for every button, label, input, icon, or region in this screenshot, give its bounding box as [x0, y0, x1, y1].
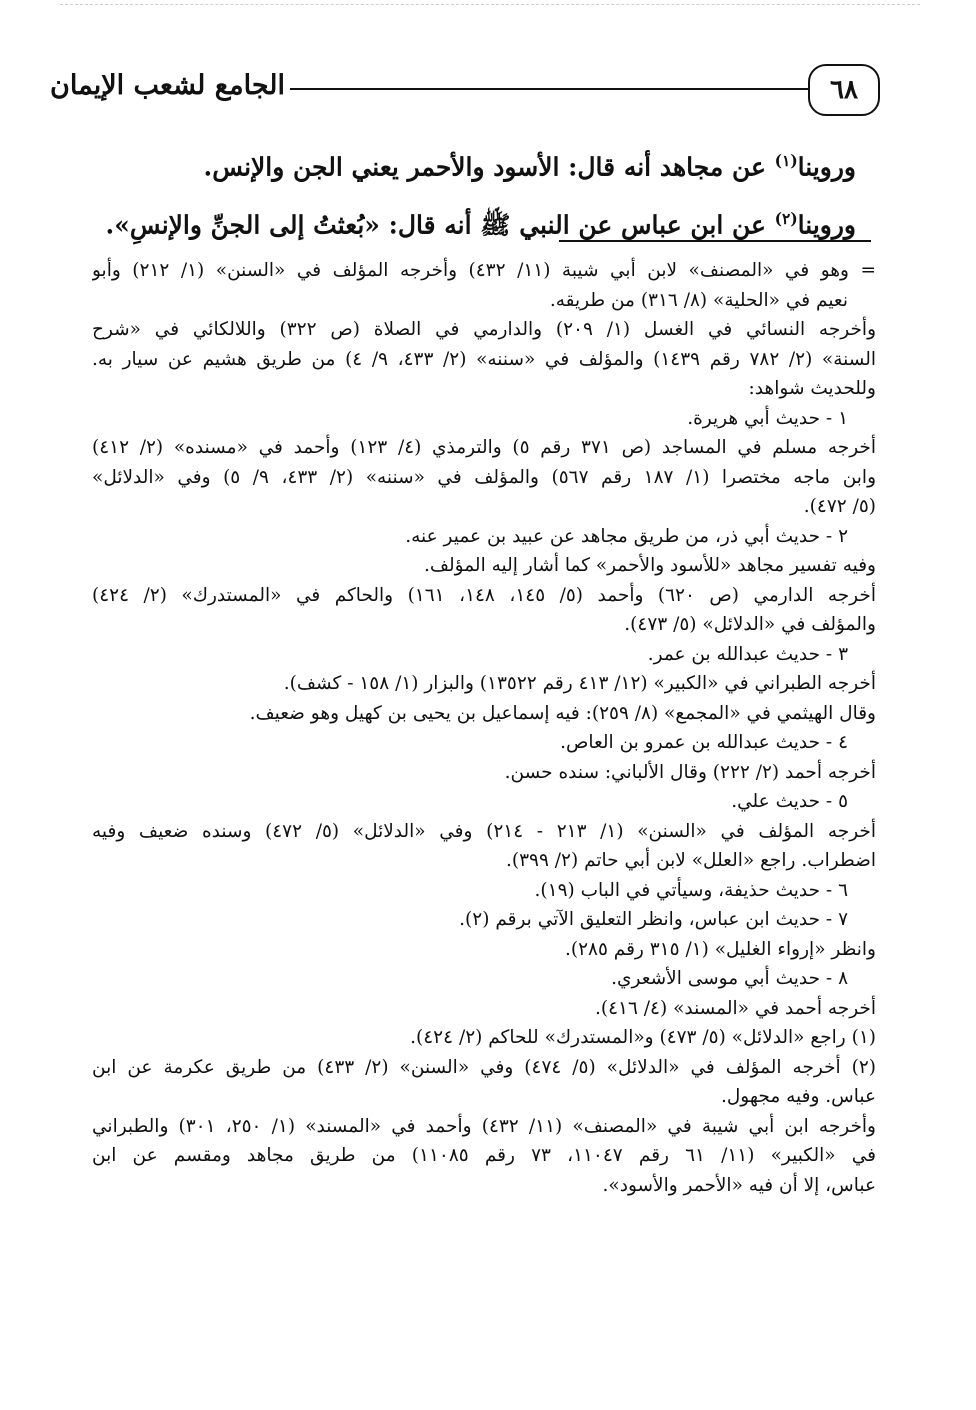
note-line: = وهو في «المصنف» لابن أبي شيبة (١١/ ٤٣٢) وأخرجه المؤلف في «السنن» (١/ ٢١٢) وأبو [92, 260, 876, 281]
note-line: وأخرجه النسائي في الغسل (١/ ٢٠٩) والدارمي في الصلاة (ص ٣٢٢) واللالكائي في «شرح [92, 319, 876, 340]
main-line-1-lead: وروينا [797, 152, 856, 182]
note-line: وأخرجه ابن أبي شيبة في «المصنف» (١١/ ٤٣٢) وأحمد في «المسند» (١/ ٢٥٠، ٣٠١) والطبراني [92, 1115, 876, 1137]
note-line: أخرجه الدارمي (ص ٦٢٠) وأحمد (٥/ ١٤٥، ١٤٨، ١٦١) والحاكم في «المستدرك» (٢/ ٤٢٤) [92, 584, 876, 606]
header-rule [290, 88, 810, 90]
footnote-2: (٢) أخرجه المؤلف في «الدلائل» (٥/ ٤٧٤) وفي «السنن» (٢/ ٤٣٣) من طريق عكرمة عن ابن [92, 1056, 876, 1078]
footnote-1: (١) راجع «الدلائل» (٥/ ٤٧٣) و«المستدرك» للحاكم (٢/ ٤٢٤). [410, 1027, 876, 1048]
page-header [50, 64, 880, 116]
note-line: ٤ - حديث عبدالله بن عمرو بن العاص. [560, 732, 848, 753]
note-line: والمؤلف في «الدلائل» (٥/ ٤٧٣). [624, 614, 876, 635]
main-line-2-text: عن ابن عباس عن النبي ﷺ أنه قال: «بُعثتُ إلى الجنِّ والإنسِ». [105, 210, 775, 240]
footnotes [92, 256, 876, 1200]
note-line: عباس، إلا أن فيه «الأحمر والأسود». [602, 1174, 876, 1196]
main-line-2-lead: وروينا [797, 210, 856, 240]
note-line: ٨ - حديث أبي موسى الأشعري. [611, 968, 848, 989]
note-line: أخرجه مسلم في المساجد (ص ٣٧١ رقم ٥) والترمذي (٤/ ١٢٣) وأحمد في «مسنده» (٢/ ٤١٢) [92, 437, 876, 458]
main-text [105, 135, 856, 252]
running-title: الجامع لشعب الإيمان [50, 70, 285, 101]
note-line: السنة» (٢/ ٧٨٢ رقم ١٤٣٩) والمؤلف في «سننه» (٢/ ٤٣٣، ٩/ ٤) من طريق هشيم عن سيار به. [92, 348, 876, 370]
main-line-2 [105, 193, 856, 251]
note-line: ٧ - حديث ابن عباس، وانظر التعليق الآتي برقم (٢). [459, 909, 848, 930]
note-line: وللحديث شواهد: [748, 378, 876, 399]
note-line: أخرجه أحمد (٢/ ٢٢٢) وقال الألباني: سنده حسن. [504, 761, 876, 783]
note-line: أخرجه الطبراني في «الكبير» (١٢/ ٤١٣ رقم ١٣٥٢٢) والبزار (١/ ١٥٨ - كشف). [283, 673, 876, 694]
top-scan-rule [60, 4, 920, 5]
note-line: وفيه تفسير مجاهد «للأسود والأحمر» كما أشار إليه المؤلف. [424, 555, 876, 576]
note-line: أخرجه أحمد في «المسند» (٤/ ٤١٦). [594, 997, 876, 1019]
page-number-badge: ٦٨ [808, 64, 880, 116]
note-line: اضطراب. راجع «العلل» لابن أبي حاتم (٢/ ٣٩٩). [505, 850, 876, 871]
note-line: في «الكبير» (١١/ ٦١ رقم ١١٠٤٧، ٧٣ رقم ١١٠٨٥) من طريق مجاهد ومقسم عن ابن [92, 1145, 876, 1166]
footnote-separator [559, 240, 871, 242]
note-line: ٣ - حديث عبدالله بن عمر. [647, 643, 848, 665]
note-line: ٢ - حديث أبي ذر، من طريق مجاهد عن عبيد بن عمير عنه. [405, 525, 848, 547]
note-line: أخرجه المؤلف في «السنن» (١/ ٢١٣ - ٢١٤) وفي «الدلائل» (٥/ ٤٧٢) وسنده ضعيف وفيه [92, 820, 876, 842]
note-line: ٦ - حديث حذيفة، وسيأتي في الباب (١٩). [534, 879, 848, 901]
note-line: وقال الهيثمي في «المجمع» (٨/ ٢٥٩): فيه إسماعيل بن يحيى بن كهيل وهو ضعيف. [249, 702, 876, 724]
main-line-1 [120, 135, 856, 193]
note-line: عباس. وفيه مجهول. [720, 1086, 876, 1107]
note-line: وابن ماجه مختصرا (١/ ١٨٧ رقم ٥٦٧) والمؤلف في «سننه» (٢/ ٤٣٣، ٩/ ٥) وفي «الدلائل» [92, 466, 876, 488]
note-line: (٥/ ٤٧٢). [803, 496, 876, 517]
note-line: ١ - حديث أبي هريرة. [687, 407, 848, 429]
main-line-1-text: عن مجاهد أنه قال: الأسود والأحمر يعني الجن والإنس. [203, 152, 775, 182]
note-line: وانظر «إرواء الغليل» (١/ ٣١٥ رقم ٢٨٥). [564, 938, 876, 960]
note-line: نعيم في «الحلية» (٨/ ٣١٦) من طريقه. [549, 289, 848, 311]
note-line: ٥ - حديث علي. [731, 791, 848, 812]
footnote-ref-1: (١) [774, 151, 798, 170]
footnote-ref-2: (٢) [774, 209, 798, 229]
